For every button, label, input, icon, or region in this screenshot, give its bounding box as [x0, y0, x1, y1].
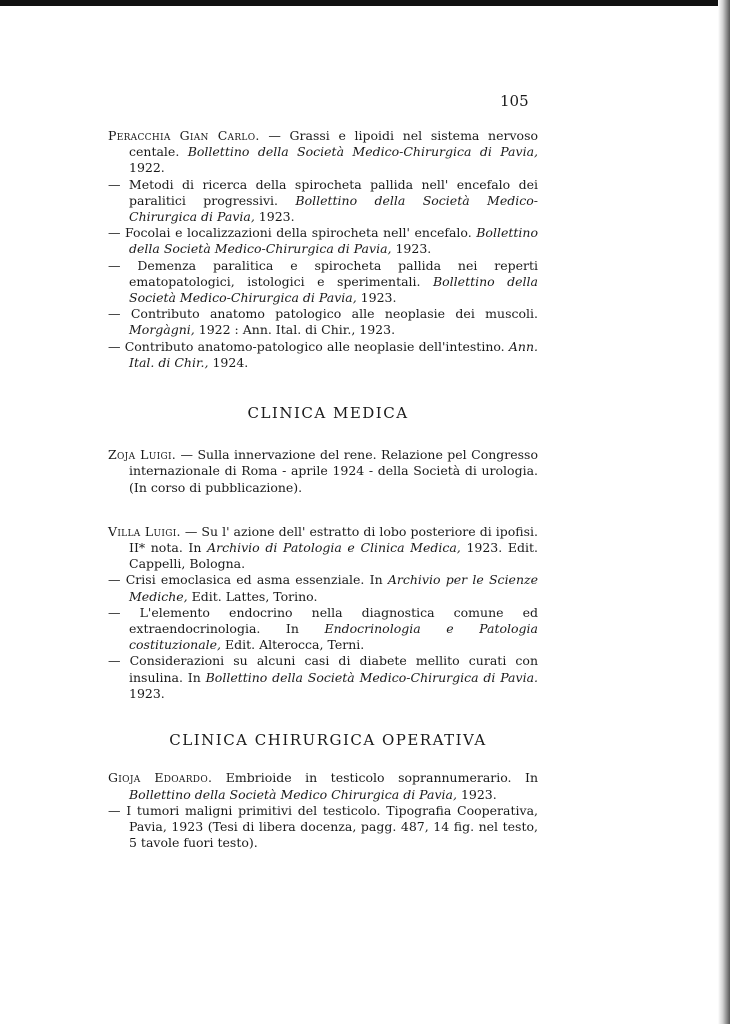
bib-entry — [108, 447, 538, 496]
bib-entry — [108, 128, 538, 177]
entry-tail: 1923. — [258, 209, 295, 225]
entry-tail: 1924. — [212, 354, 249, 370]
entry-source: Archivio per le Scienze Mediche, — [129, 572, 538, 604]
entry-author: Villa Luigi. — [108, 523, 181, 539]
entry-author: Gioja Edoardo. — [108, 770, 213, 786]
entry-text: — Contributo anatomo patologico alle neoplasie dei muscoli. — [108, 306, 538, 322]
entry-author: Zoja Luigi. — [108, 447, 177, 463]
bib-entry — [108, 258, 538, 307]
bib-entry — [108, 177, 538, 226]
bib-entry — [108, 803, 538, 852]
entry-text: — Su l' azione dell' estratto di lobo posteriore di ipofisi. II* nota. In — [129, 523, 538, 556]
scan-binding-edge — [718, 0, 730, 1024]
entry-source: Endocrinologia e Patologia costituzionale, — [129, 621, 538, 653]
entry-text: — Sulla innervazione del rene. Relazione pel Congresso internazionale di Roma - aprile 1924 - della Società di urologia. (In corso di pubblicazione). — [129, 447, 538, 495]
entry-text: — Contributo anatomo-patologico alle neoplasie dell'intestino. — [108, 338, 505, 354]
entry-source: Bollettino della Società Medico-Chirurgica di Pavia, — [187, 144, 538, 160]
entry-text: — I tumori maligni primitivi del testicolo. Tipografia Cooperativa, Pavia, 1923 (Tesi di libera docenza, pagg. 487, 14 fig. nel testo, 5 tavole fuori testo). — [108, 802, 538, 851]
entry-text: — Focolai e localizzazioni della spirocheta nell' encefalo. — [108, 225, 472, 241]
bib-entry — [108, 306, 538, 338]
entry-text: — L'elemento endocrino nella diagnostica comune ed extraendocrinologia. In — [108, 604, 538, 637]
bib-entry — [108, 770, 538, 802]
bib-entry — [108, 653, 538, 702]
bib-entry — [108, 524, 538, 573]
entry-source: Archivio di Patologia e Clinica Medica, — [207, 540, 461, 556]
entry-tail: 1923. — [360, 290, 397, 306]
entry-source: Bollettino della Società Medico Chirurgica di Pavia, — [129, 786, 457, 802]
entry-tail: Edit. Alterocca, Terni. — [225, 637, 365, 653]
entry-tail: 1922. — [129, 160, 165, 176]
entry-tail: 1923. — [460, 786, 497, 802]
entry-text: — Considerazioni su alcuni casi di diabete mellito curati con insulina. In — [108, 653, 538, 685]
entry-source: Bollettino della Società Medico-Chirurgica di Pavia. — [205, 669, 538, 685]
entry-source: Bollettino della Società Medico-Chirurgica di Pavia, — [129, 192, 538, 225]
entry-text: Embrioide in testicolo soprannumerario. In — [225, 770, 538, 786]
section-heading-clinica-chirurgica: CLINICA CHIRURGICA OPERATIVA — [169, 731, 487, 750]
entry-tail: Edit. Lattes, Torino. — [191, 588, 318, 604]
bib-entry — [108, 225, 538, 257]
bib-entry — [108, 572, 538, 604]
entry-tail: 1923. — [395, 241, 432, 257]
entry-text: — Demenza paralitica e spirocheta pallida nei reperti ematopatologici, istologici e sperimentali. — [108, 257, 538, 289]
section-heading-clinica-medica: CLINICA MEDICA — [247, 404, 409, 423]
entry-source: Morgàgni, — [129, 322, 195, 338]
entry-source: Bollettino della Società Medico-Chirurgica di Pavia, — [129, 273, 538, 306]
bibliography-content — [108, 128, 538, 851]
entry-text: — Metodi di ricerca della spirocheta pallida nell' encefalo dei paralitici progressivi. — [108, 176, 538, 208]
entry-author: Peracchia Gian Carlo. — [108, 128, 260, 143]
entry-source: Ann. Ital. di Chir., — [129, 338, 538, 370]
page-top-border — [0, 0, 730, 6]
entry-text: — Crisi emoclasica ed asma essenziale. In — [108, 572, 383, 588]
bib-entry — [108, 605, 538, 654]
entry-source: Bollettino della Società Medico-Chirurgica di Pavia, — [129, 225, 538, 257]
entry-tail: 1923. — [129, 685, 165, 701]
entry-text: — Grassi e lipoidi nel sistema nervoso centale. — [129, 128, 539, 160]
entry-gap — [108, 496, 538, 524]
page-number: 105 — [500, 92, 529, 110]
entry-tail: 1923. Edit. Cappelli, Bologna. — [129, 540, 538, 572]
bib-entry — [108, 339, 538, 371]
entry-tail: 1922 : Ann. Ital. di Chir., 1923. — [198, 322, 396, 338]
